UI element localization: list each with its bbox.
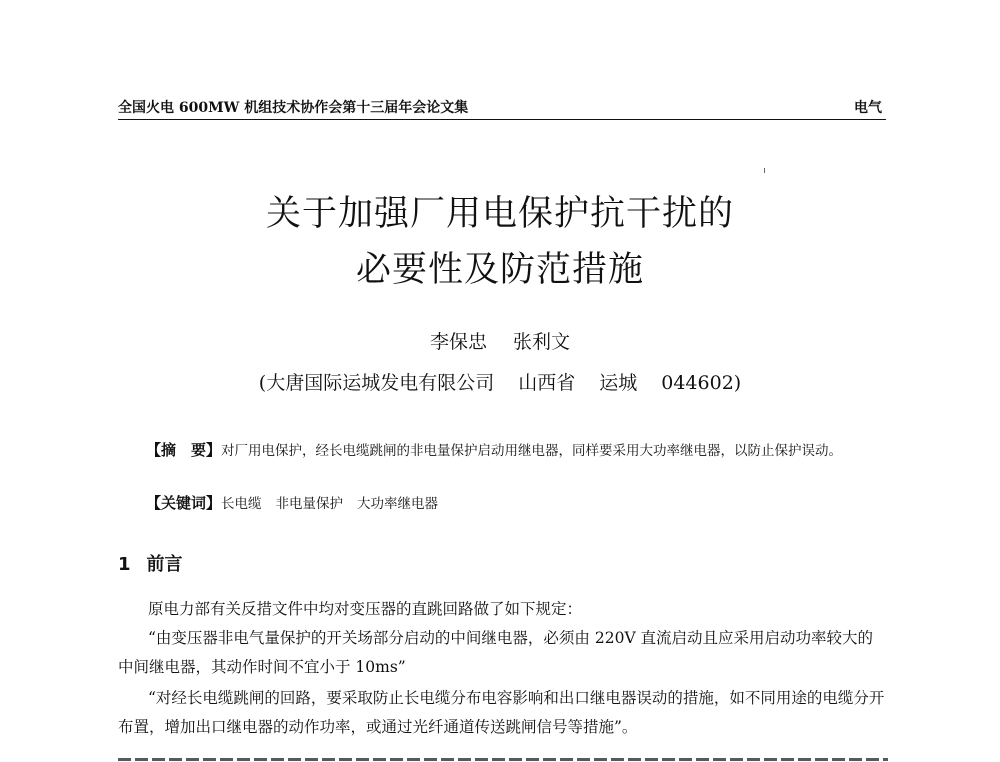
running-header <box>118 97 886 120</box>
affiliation-open-paren: ( <box>258 372 267 394</box>
affiliation-postcode: 044602 <box>661 372 734 394</box>
abstract <box>118 438 888 463</box>
scan-artifact <box>764 168 765 173</box>
header-proceedings-title: 全国火电 600MW 机组技术协作会第十三届年会论文集 <box>118 100 469 116</box>
body-paragraph: 原电力部有关反措文件中均对变压器的直跳回路做了如下规定： <box>148 600 583 618</box>
author-name: 张利文 <box>513 331 571 353</box>
affiliation-city: 运城 <box>599 372 638 394</box>
cropped-next-line <box>118 752 888 762</box>
abstract-tag: 【摘 要】 <box>146 441 222 459</box>
keyword: 大功率继电器 <box>357 496 439 512</box>
keywords <box>146 492 886 513</box>
affiliation-close-paren: ) <box>733 372 742 394</box>
keyword: 非电量保护 <box>275 496 344 512</box>
author-list <box>0 327 1000 354</box>
body-paragraph: “由变压器非电气量保护的开关场部分启动的中间继电器，必须由 220V 直流启动且应采用启动功率较大的中间继电器，其动作时间不宜小于 10ms” <box>118 629 874 676</box>
header-category: 电气 <box>854 100 882 116</box>
affiliation <box>0 368 1000 395</box>
affiliation-org: 大唐国际运城发电有限公司 <box>266 372 495 394</box>
paper-title-line-2: 必要性及防范措施 <box>355 250 644 290</box>
abstract-text: 对厂用电保护，经长电缆跳闸的非电量保护启动用继电器，同样要采用大功率继电器，以防止保护误动。 <box>221 443 843 459</box>
section-heading <box>118 550 183 576</box>
keyword: 长电缆 <box>221 496 262 512</box>
affiliation-province: 山西省 <box>518 372 576 394</box>
section-title: 前言 <box>146 554 183 575</box>
section-number: 1 <box>118 554 131 575</box>
paper-title-line-1: 关于加强厂用电保护抗干扰的 <box>265 194 734 234</box>
author-name: 李保忠 <box>429 331 487 353</box>
body-paragraph: “对经长电缆跳闸的回路，要采取防止长电缆分布电容影响和出口继电器误动的措施，如不同用途的电缆分开布置，增加出口继电器的动作功率，或通过光纤通道传送跳闸信号等措施”。 <box>118 689 885 736</box>
keywords-tag: 【关键词】 <box>146 494 222 512</box>
